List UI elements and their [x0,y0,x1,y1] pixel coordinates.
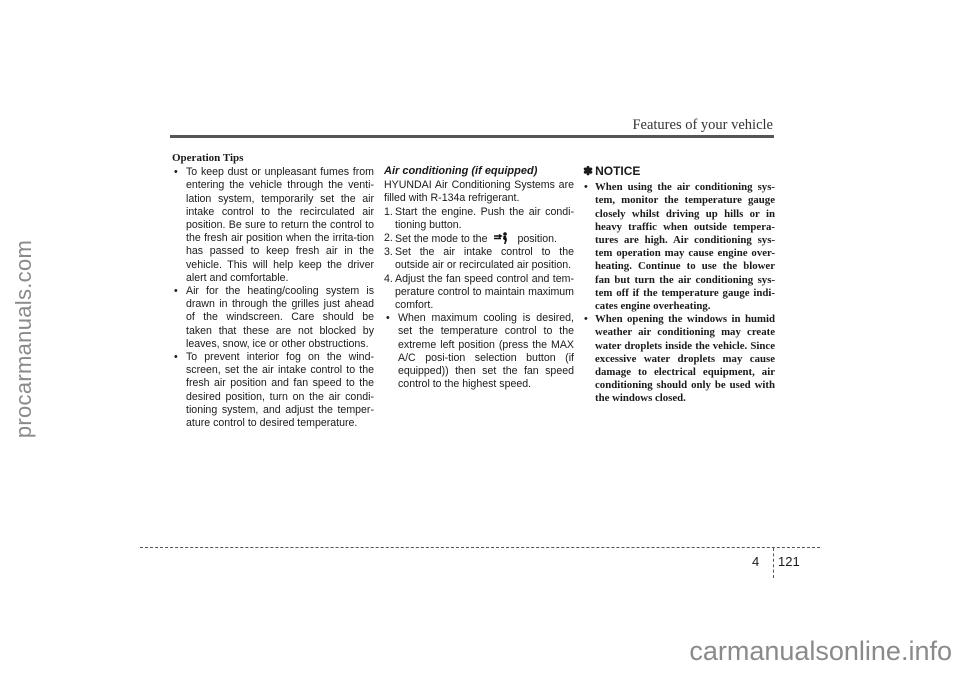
header-divider [170,135,774,138]
footer-page-separator [773,548,774,578]
step-number: 3. [384,246,393,259]
step-text: Adjust the fan speed control and tem-perature control to maintain maximum comfort. [395,272,574,312]
tip-bullet: • To keep dust or unpleasant fumes from entering the vehicle through the venti-lation system, temporarily set the air intake control to the recirculated air position. Be sure to return the control to the fresh air position when the irrita-tion has passed to keep fresh air in the vehicle. This will help keep the driver alert and comfortable. [172,166,374,285]
step-number: 2. [384,232,393,245]
step-item [384,206,574,232]
tip-bullet: • Air for the heating/cooling system is drawn in through the grilles just ahead of the windscreen. Care should be taken that these are not blocked by leaves, snow, ice or other obstructions. [172,285,374,351]
step-number: 4. [384,272,393,285]
chapter-number: 4 [752,554,760,569]
notice-title: NOTICE [595,164,641,178]
column-air-conditioning [384,152,574,391]
step-text: Start the engine. Push the air condi-tioning button. [395,205,574,231]
side-watermark-text: procarmanuals.com [11,239,37,439]
step-item [384,246,574,272]
section-header-title: Features of your vehicle [632,117,773,133]
step-number: 1. [384,205,393,218]
air-conditioning-intro: HYUNDAI Air Conditioning Systems are filled with R-134a refrigerant. [384,179,574,205]
column-notice [583,152,775,406]
column-operation-tips [172,152,374,430]
step-text-post: position. [517,233,557,246]
side-watermark [4,0,44,678]
notice-item: • When opening the windows in humid weather air conditioning may create water droplets inside the vehicle. Since excessive water droplets may cause damage to electrical equipment, air conditioning should only be used with the windows closed. [583,313,775,405]
step-text: Set the air intake control to the outside air or recirculated air position. [395,246,574,272]
notice-item: • When using the air conditioning sys-tem, monitor the temperature gauge closely whilst driving up hills or in heavy traffic when outside tempera-tures are high. Air conditioning sys-tem operation may cause engine over-heating. Continue to use the blower fan but turn the air conditioning sys-tem off if the temperature gauge indi-cates engine overheating. [583,181,775,313]
step-item [384,232,574,246]
page-number: 121 [778,554,800,569]
operation-tips-title: Operation Tips [172,152,244,164]
air-conditioning-title: Air conditioning (if equipped) [384,165,538,177]
bottom-watermark: carmanualsonline.info [689,636,952,666]
step-text-pre: Set the mode to the [395,233,488,246]
footer-divider [140,547,820,548]
cooling-bullet: • When maximum cooling is desired, set the temperature control to the extreme left position (press the MAX A/C posi-tion selection button (if equipped)) then set the fan speed control to the highest speed. [384,312,574,391]
notice-star-icon: ✽ [583,164,594,178]
tip-bullet: • To prevent interior fog on the wind-screen, set the air intake control to the fresh air position and fan speed to the desired position, turn on the air condi-tioning system, and adjust the temper-ature control to desired temperature. [172,351,374,430]
face-vent-mode-icon [493,232,511,244]
step-item [384,273,574,313]
notice-heading [583,165,775,178]
